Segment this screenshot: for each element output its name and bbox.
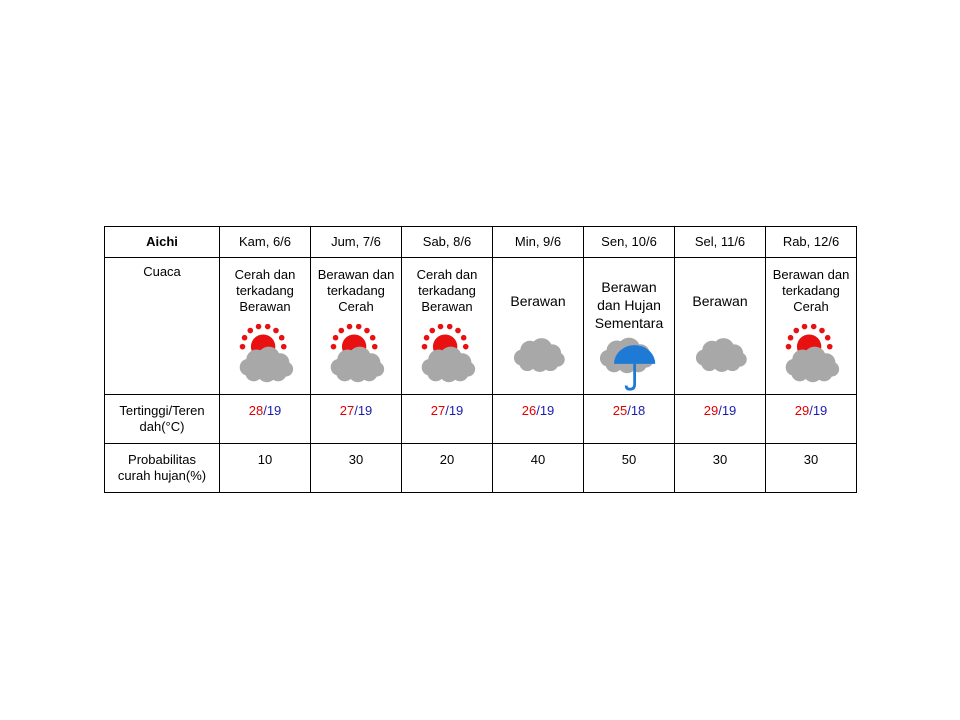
day-date: Sab, 8/6 (402, 227, 493, 258)
temp-high: 27 (430, 403, 446, 418)
temp-low: 19 (357, 403, 373, 418)
sun-cloud-icon (326, 324, 386, 388)
weather-cell (220, 258, 311, 395)
temp-high: 25 (612, 403, 628, 418)
rain-value: 20 (439, 452, 455, 467)
weather-description: Berawan (510, 293, 566, 309)
temp-cell: 25/18 (584, 395, 675, 444)
cloud-icon (690, 324, 750, 388)
rain-cell (766, 444, 857, 493)
rain-cell (402, 444, 493, 493)
temp-low: 19 (812, 403, 828, 418)
weather-cell (493, 258, 584, 395)
temp-label-cell (105, 395, 220, 444)
weather-description: Cerah dan terkadang Berawan (416, 267, 478, 314)
rain-value: 10 (257, 452, 273, 467)
day-date: Rab, 12/6 (766, 227, 857, 258)
weather-description: Berawan (692, 293, 748, 309)
day-date: Min, 9/6 (493, 227, 584, 258)
temp-high: 26 (521, 403, 537, 418)
temp-low: 18 (630, 403, 646, 418)
cloud-icon (508, 324, 568, 388)
rain-value: 30 (348, 452, 364, 467)
temp-low: 19 (721, 403, 737, 418)
region-name: Aichi (105, 227, 220, 258)
day-date: Jum, 7/6 (311, 227, 402, 258)
rain-cell (584, 444, 675, 493)
day-date: Kam, 6/6 (220, 227, 311, 258)
temp-high: 27 (339, 403, 355, 418)
temp-high: 29 (703, 403, 719, 418)
rain-label: Probabilitas curah hujan(%) (117, 452, 207, 483)
temp-cell: 27/19 (311, 395, 402, 444)
sun-cloud-icon (781, 324, 841, 388)
weather-cell (402, 258, 493, 395)
day-date: Sel, 11/6 (675, 227, 766, 258)
temp-cell: 29/19 (675, 395, 766, 444)
sun-cloud-icon (417, 324, 477, 388)
sun-cloud-icon (235, 324, 295, 388)
weather-description: Berawan dan terkadang Cerah (317, 267, 395, 314)
rain-cell (493, 444, 584, 493)
temp-cell: 28/19 (220, 395, 311, 444)
temperature-row (105, 395, 857, 444)
weather-label: Cuaca (143, 264, 181, 279)
weather-cell (311, 258, 402, 395)
weather-description: Berawan dan Hujan Sementara (594, 279, 664, 331)
rain-cell (675, 444, 766, 493)
weather-label-cell (105, 258, 220, 395)
temp-cell: 27/19 (402, 395, 493, 444)
rain-value: 40 (530, 452, 546, 467)
temp-cell: 29/19 (766, 395, 857, 444)
rain-label-cell (105, 444, 220, 493)
weather-row (105, 258, 857, 395)
rain-value: 30 (803, 452, 819, 467)
weather-cell (584, 258, 675, 395)
temp-low: 19 (539, 403, 555, 418)
temp-high: 28 (248, 403, 264, 418)
weather-cell (675, 258, 766, 395)
rain-value: 50 (621, 452, 637, 467)
temp-high: 29 (794, 403, 810, 418)
temp-cell: 26/19 (493, 395, 584, 444)
temp-low: 19 (448, 403, 464, 418)
forecast-table (104, 226, 857, 493)
day-date: Sen, 10/6 (584, 227, 675, 258)
rain-row (105, 444, 857, 493)
weather-description: Berawan dan terkadang Cerah (772, 267, 850, 314)
rain-cell (311, 444, 402, 493)
header-row (105, 227, 857, 258)
rain-value: 30 (712, 452, 728, 467)
temp-label: Tertinggi/Teren dah(°C) (119, 403, 205, 434)
weather-cell (766, 258, 857, 395)
weather-description: Cerah dan terkadang Berawan (234, 267, 296, 314)
temp-low: 19 (266, 403, 282, 418)
rain-cell (220, 444, 311, 493)
cloud-umbrella-icon (599, 330, 659, 394)
